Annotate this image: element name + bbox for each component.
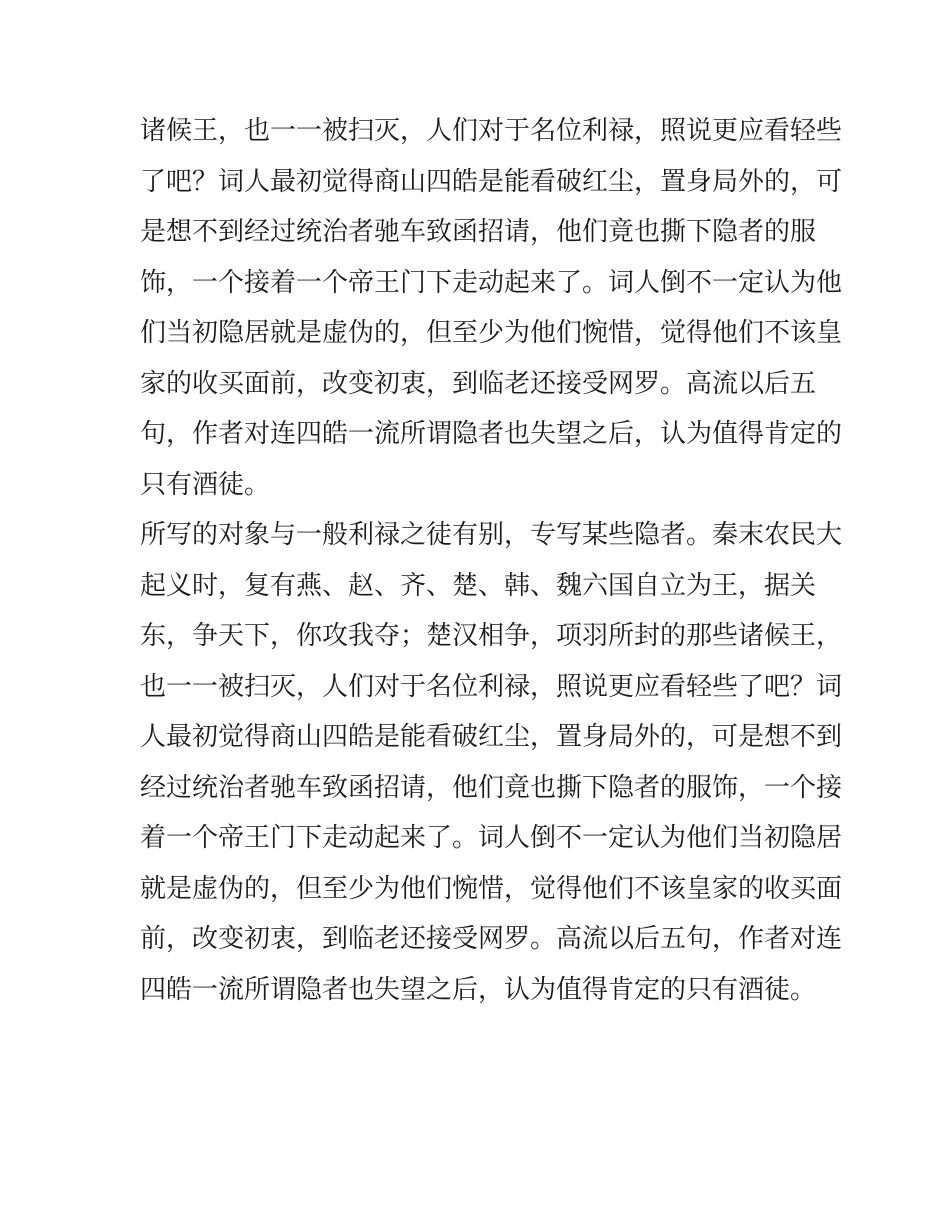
text-line: 只有酒徒。	[140, 469, 271, 500]
text-line: 起义时，复有燕、赵、齐、楚、韩、魏六国自立为王，据关	[140, 570, 817, 601]
text-line: 东，争天下，你攻我夺；楚汉相争，项羽所封的那些诸候王，	[140, 621, 843, 651]
text-line: 们当初隐居就是虚伪的，但至少为他们惋惜，觉得他们不该皇	[140, 318, 843, 348]
text-line: 前，改变初衷，到临老还接受网罗。高流以后五句，作者对连	[140, 924, 843, 954]
text-line: 饰，一个接着一个帝王门下走动起来了。词人倒不一定认为他	[140, 267, 843, 298]
text-line: 是想不到经过统治者驰车致函招请，他们竟也撕下隐者的服	[140, 217, 817, 247]
text-line: 家的收买面前，改变初衷，到临老还接受网罗。高流以后五	[140, 368, 817, 399]
text-line: 所写的对象与一般利禄之徒有别，专写某些隐者。秦末农民大	[140, 520, 843, 550]
text-line: 着一个帝王门下走动起来了。词人倒不一定认为他们当初隐居	[140, 823, 843, 853]
text-line: 就是虚伪的，但至少为他们惋惜，觉得他们不该皇家的收买面	[140, 873, 843, 904]
text-line: 也一一被扫灭，人们对于名位利禄，照说更应看轻些了吧？词	[140, 671, 843, 702]
document-body	[140, 106, 843, 1015]
text-line: 句，作者对连四皓一流所谓隐者也失望之后，认为值得肯定的	[140, 419, 843, 449]
text-line: 人最初觉得商山四皓是能看破红尘，置身局外的，可是想不到	[140, 722, 843, 752]
text-line: 经过统治者驰车致函招请，他们竟也撕下隐者的服饰，一个接	[140, 772, 843, 803]
text-line: 四皓一流所谓隐者也失望之后，认为值得肯定的只有酒徒。	[140, 974, 817, 1005]
text-line: 了吧？词人最初觉得商山四皓是能看破红尘，置身局外的，可	[140, 166, 843, 197]
paragraph-1	[140, 106, 843, 510]
text-line: 诸候王，也一一被扫灭，人们对于名位利禄，照说更应看轻些	[140, 116, 843, 146]
paragraph-2	[140, 510, 843, 1015]
